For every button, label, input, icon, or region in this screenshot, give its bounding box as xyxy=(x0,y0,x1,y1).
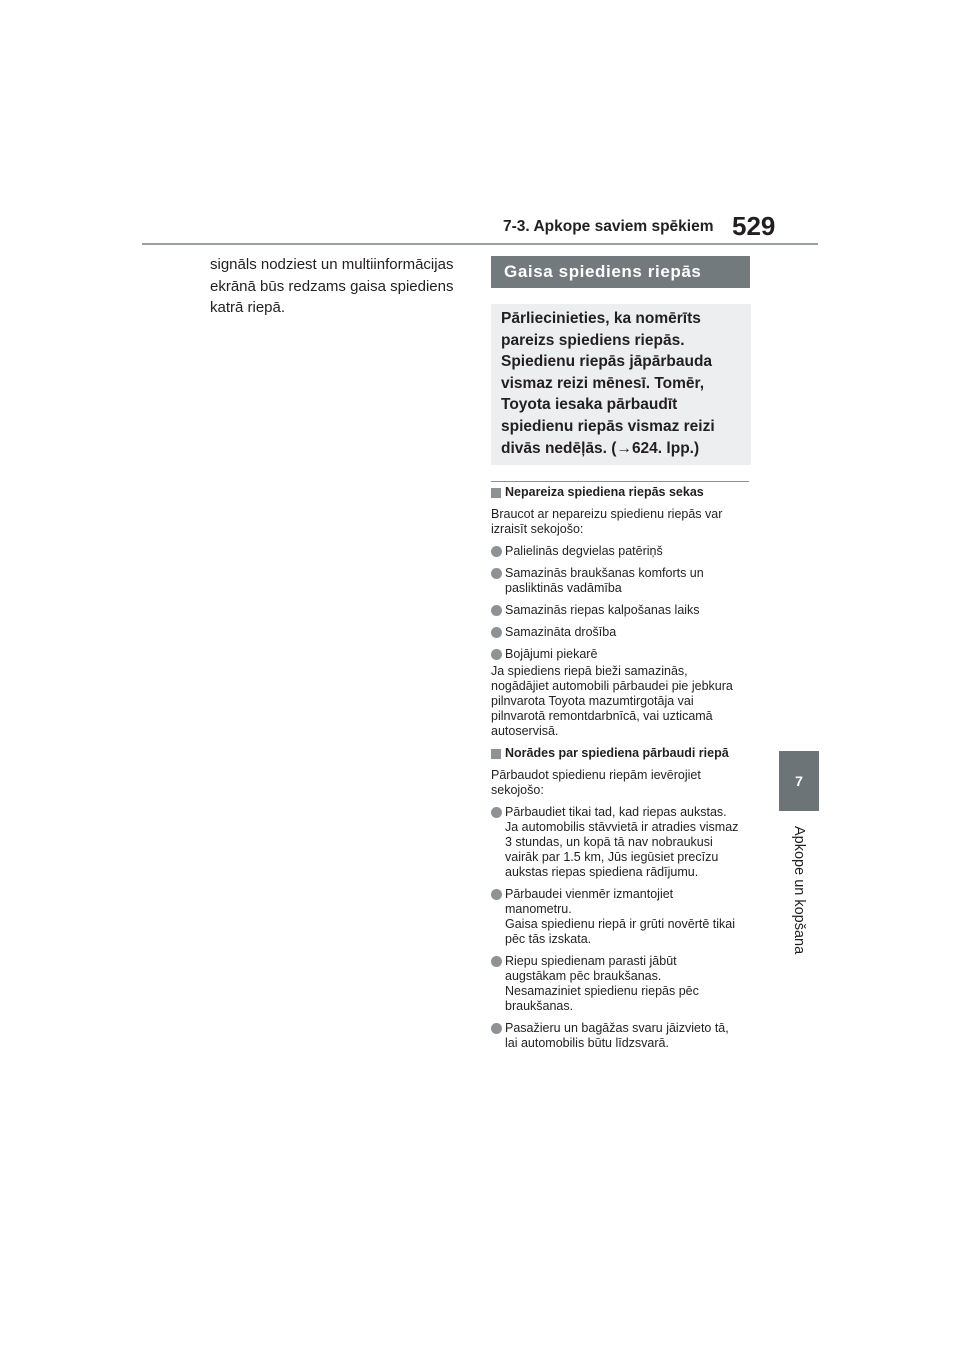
list-item-line: pēc tās izskata. xyxy=(505,932,592,946)
note-intro-line: izraisīt sekojošo: xyxy=(491,522,584,536)
circle-bullet-icon xyxy=(491,605,502,616)
circle-bullet-icon xyxy=(491,889,502,900)
note-title-wrong-pressure xyxy=(491,485,751,500)
list-item-line: Pārbaudei vienmēr izmantojiet xyxy=(505,887,674,901)
list-item xyxy=(491,544,751,559)
list-item-line: pasliktinās vadāmība xyxy=(505,581,622,595)
list-item-line: Bojājumi piekarē xyxy=(505,647,598,661)
note-outro-line: autoservisā. xyxy=(491,724,559,738)
list-item-line: braukšanas. xyxy=(505,999,574,1013)
circle-bullet-icon xyxy=(491,1023,502,1034)
list-item-line: Samazināta drošība xyxy=(505,625,617,639)
text-line: katrā riepā. xyxy=(210,299,286,316)
header-section-title: 7-3. Apkope saviem spēkiem xyxy=(503,218,714,235)
list-item-line: Riepu spiedienam parasti jābūt xyxy=(505,954,677,968)
list-item-line: lai automobilis būtu līdzsvarā. xyxy=(505,1036,669,1050)
list-item-line: Samazinās riepas kalpošanas laiks xyxy=(505,603,700,617)
note-title-text: Nepareiza spiediena riepās sekas xyxy=(505,485,704,499)
list-item xyxy=(491,805,751,880)
square-bullet-icon xyxy=(491,488,501,498)
list-item-line: Gaisa spiedienu riepā ir grūti novērtē tikai xyxy=(505,917,735,931)
note-intro-line: sekojošo: xyxy=(491,783,544,797)
list-item xyxy=(491,647,751,662)
left-column-text xyxy=(210,254,465,319)
text-line: ekrānā būs redzams gaisa spiediens xyxy=(210,277,454,295)
note-outro-line: nogādājiet automobili pārbaudei pie jebkura xyxy=(491,679,733,693)
list-item xyxy=(491,566,751,596)
notice-line: Spiedienu riepās jāpārbauda xyxy=(501,353,713,371)
list-item xyxy=(491,954,751,1014)
list-item-line: 3 stundas, un kopā tā nav nobraukusi xyxy=(505,835,713,849)
list-item-line: Pasažieru un bagāžas svaru jāizvieto tā, xyxy=(505,1021,729,1035)
note-title-check-instructions xyxy=(491,746,751,761)
circle-bullet-icon xyxy=(491,956,502,967)
list-item xyxy=(491,887,751,947)
list-item xyxy=(491,603,751,618)
list-item-line: aukstas riepas spiediena rādījumu. xyxy=(505,865,699,879)
list-item xyxy=(491,625,751,640)
chapter-label xyxy=(779,815,819,965)
list-item-line: manometru. xyxy=(505,902,572,916)
square-bullet-icon xyxy=(491,749,501,759)
note-outro-line: pilnvarota Toyota mazumtirgotāja vai xyxy=(491,694,694,708)
notice-line: Toyota iesaka pārbaudīt xyxy=(501,396,678,414)
header-divider xyxy=(142,243,818,245)
list-item-line: Nesamaziniet spiedienu riepās pēc xyxy=(505,984,699,998)
text-line: signāls nodziest un multiinformācijas xyxy=(210,256,454,273)
list-item-line: vairāk par 1.5 km, Jūs iegūsiet precīzu xyxy=(505,850,719,864)
list-item-line: Samazinās braukšanas komforts un xyxy=(505,566,704,580)
section-heading: Gaisa spiediens riepās xyxy=(491,256,750,288)
notes-section xyxy=(491,485,751,1051)
page-number: 529 xyxy=(732,211,776,241)
circle-bullet-icon xyxy=(491,627,502,638)
note-outro-line: Ja spiediens riepā bieži samazinās, xyxy=(491,664,688,678)
notice-line: spiedienu riepās vismaz reizi xyxy=(501,417,715,435)
list-item-line: Palielinās degvielas patēriņš xyxy=(505,544,663,558)
note-title-text: Norādes par spiediena pārbaudi riepā xyxy=(505,746,729,760)
list-item xyxy=(491,1021,751,1051)
circle-bullet-icon xyxy=(491,649,502,660)
note-intro-line: Pārbaudot spiedienu riepām ievērojiet xyxy=(491,768,701,782)
circle-bullet-icon xyxy=(491,807,502,818)
notes-divider xyxy=(491,481,749,482)
notice-line-page-ref[interactable]: divās nedēļās. (→624. lpp.) xyxy=(501,439,700,457)
notice-line: Pārliecinieties, ka nomērīts xyxy=(501,310,701,327)
chapter-tab[interactable]: 7 xyxy=(779,751,819,811)
list-item-line: augstākam pēc braukšanas. xyxy=(505,969,662,983)
notice-box xyxy=(491,304,751,465)
circle-bullet-icon xyxy=(491,568,502,579)
note-intro-line: Braucot ar nepareizu spiedienu riepās var xyxy=(491,507,723,521)
note-outro-line: pilnvarotā remontdarbnīcā, vai uzticamā xyxy=(491,709,713,723)
notice-line: pareizs spiediens riepās. xyxy=(501,331,685,349)
circle-bullet-icon xyxy=(491,546,502,557)
list-item-line: Pārbaudiet tikai tad, kad riepas aukstas. xyxy=(505,805,727,819)
notice-line: vismaz reizi mēnesī. Tomēr, xyxy=(501,374,705,392)
list-item-line: Ja automobilis stāvvietā ir atradies vismaz xyxy=(505,820,739,834)
chapter-label-text: Apkope un kopšana xyxy=(791,825,807,955)
